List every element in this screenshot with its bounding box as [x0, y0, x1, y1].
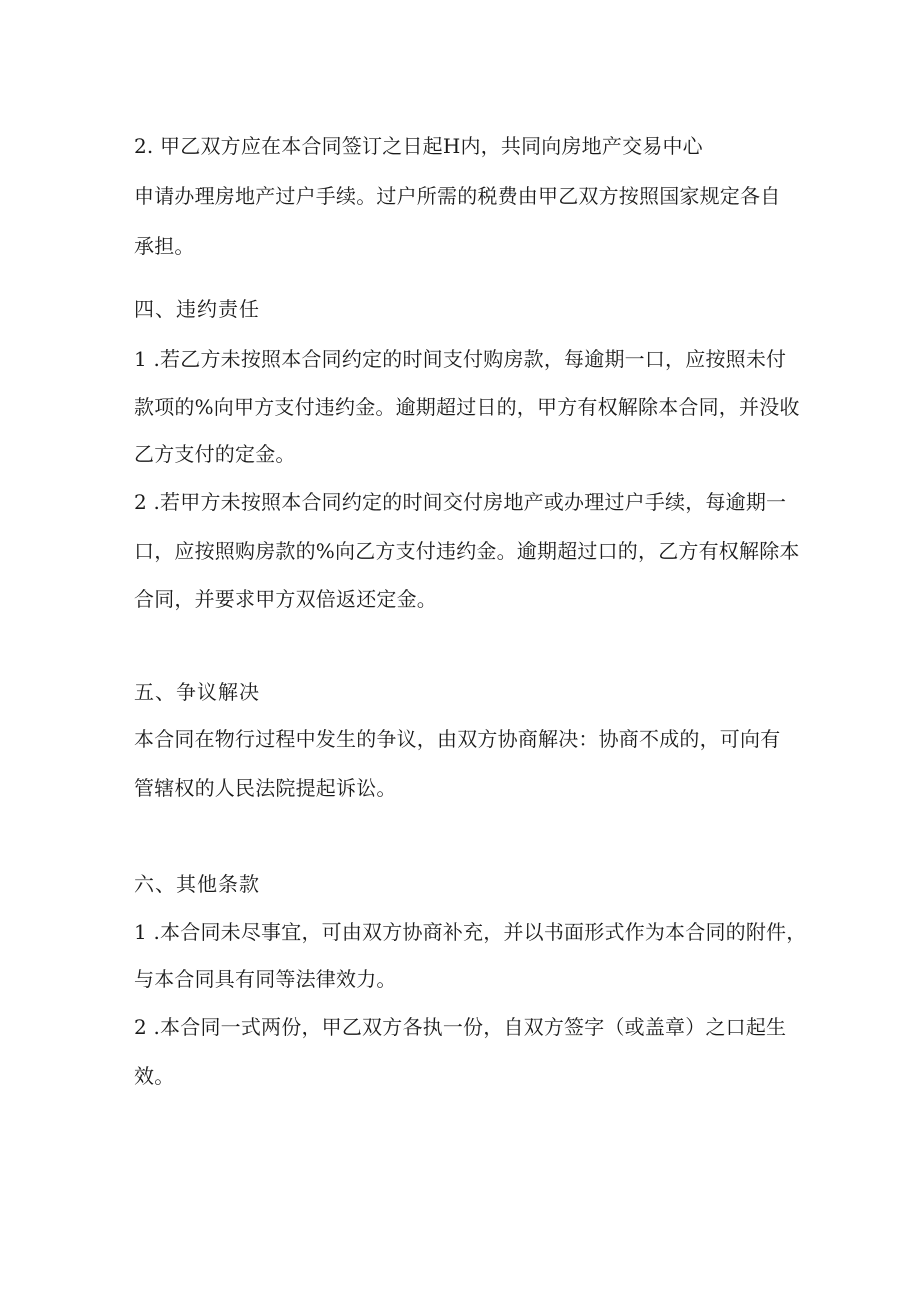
clause-3-2-line-2: 申请办理房地产过户手续。过户所需的税费由甲乙双方按照国家规定各自 — [134, 184, 781, 208]
clause-4-1-line-1: 1 .若乙方未按照本合同约定的时间支付购房款，每逾期一口，应按照未付 — [134, 347, 787, 371]
clause-4-2-line-2: 口，应按照购房款的%向乙方支付违约金。逾期超过口的，乙方有权解除本 — [134, 539, 800, 563]
clause-3-2-line-3: 承担。 — [134, 234, 195, 258]
clause-6-2-line-2: 效。 — [134, 1064, 175, 1088]
section-heading-breach: 四、违约责任 — [134, 297, 260, 321]
clause-4-2-line-3: 合同，并要求甲方双倍返还定金。 — [134, 587, 437, 611]
clause-5-line-1: 本合同在物行过程中发生的争议，由双方协商解决：协商不成的，可向有 — [134, 727, 781, 751]
section-heading-dispute: 五、争议解决 — [134, 680, 260, 704]
section-heading-other: 六、其他条款 — [134, 872, 260, 896]
clause-4-1-line-3: 乙方支付的定金。 — [134, 442, 296, 466]
clause-3-2-line-1: 2. 甲乙双方应在本合同签订之日起H内，共同向房地产交易中心 — [134, 134, 703, 158]
clause-4-1-line-2: 款项的%向甲方支付违约金。逾期超过日的，甲方有权解除本合同，并没收 — [134, 395, 800, 419]
clause-4-2-line-1: 2 .若甲方未按照本合同约定的时间交付房地产或办理过户手续，每逾期一 — [134, 490, 787, 514]
clause-6-1-line-2: 与本合同具有同等法律效力。 — [134, 967, 397, 991]
clause-6-1-line-1: 1 .本合同未尽事宜，可由双方协商补充，并以书面形式作为本合同的附件， — [134, 920, 807, 944]
clause-6-2-line-1: 2 .本合同一式两份，甲乙双方各执一份，自双方签字（或盖章）之口起生 — [134, 1015, 787, 1039]
clause-5-line-2: 管辖权的人民法院提起诉讼。 — [134, 776, 397, 800]
